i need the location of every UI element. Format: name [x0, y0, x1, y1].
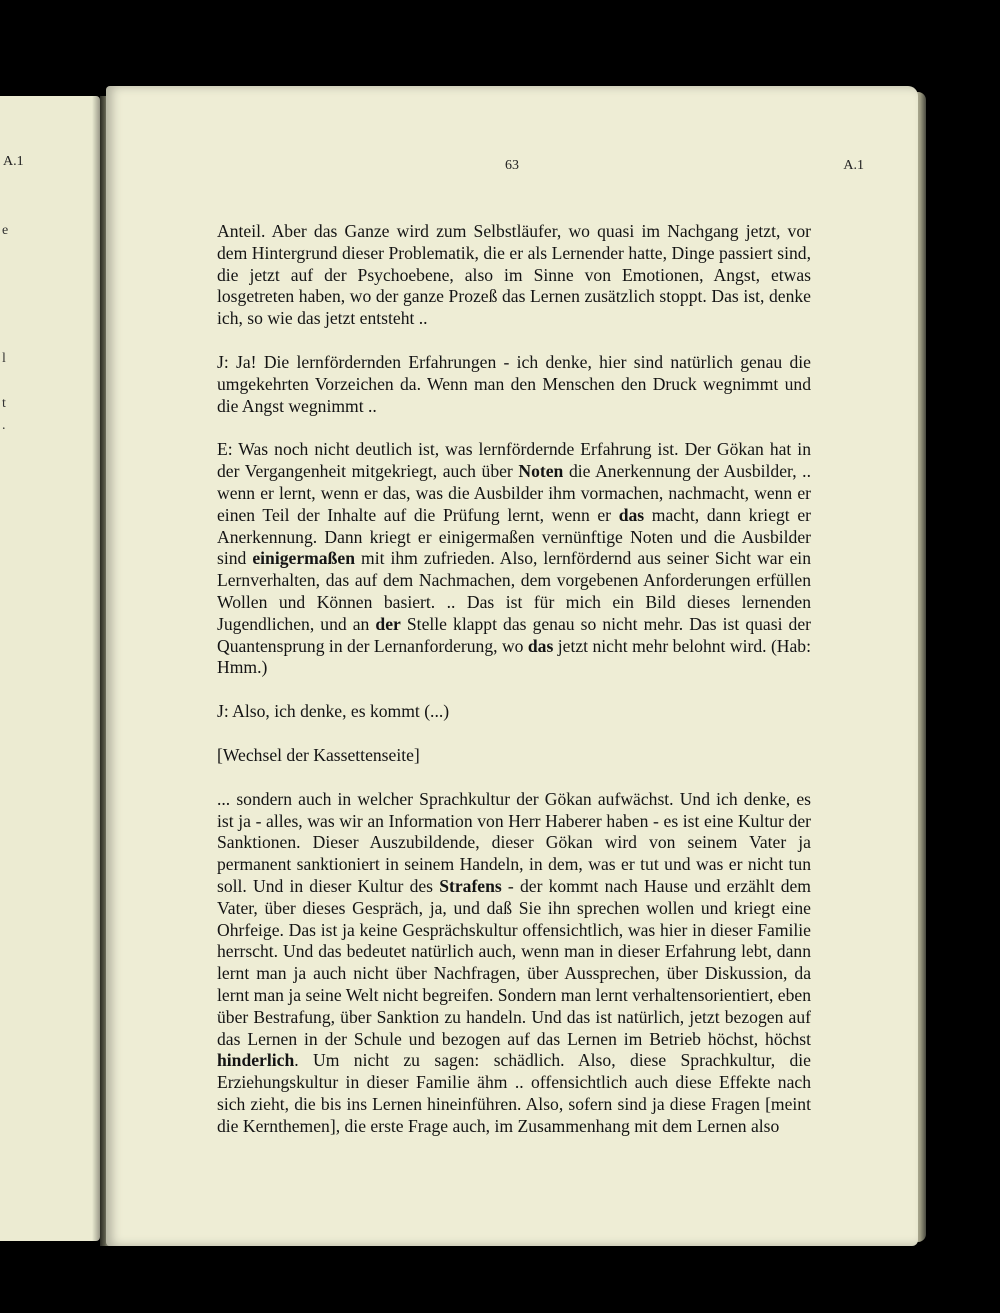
emphasis-text: das [618, 504, 645, 525]
left-page [0, 96, 100, 1241]
paragraph-text: - der kommt nach Hause und erzählt dem Vater, über dieses Gespräch, ja, und daß Sie ihn sprechen wollen und kriegt eine Ohrfeige. Das ist ja keine Gesprächskultur offensichtlich, was hier in dieser Familie herrscht. Und das bedeutet natürlich auch, wenn man in dieser Erfahrung lebt, dann lernt man ja auch nicht über Nachfragen, über Aussprechen, über Diskussion, da lernt man ja seine Welt nicht begreifen. Sondern man lernt verhaltensorientiert, eben über Bestrafung, über Sanktion zu handeln. Und das ist natürlich, jetzt bezogen auf das Lernen in der Schule und bezogen auf das Lernen im Betrieb höchst, höchst [217, 875, 811, 1049]
paragraph-text: mit ihm zufrieden. Also, lernfördernd aus seiner Sicht war ein Lernverhalten, das auf dem Nachmachen, dem vorgebenen Anforderungen erfüllen Wollen und Können basiert. .. Das ist für mich ein Bild dieses lernenden Jugendlichen, und an [217, 548, 811, 634]
left-page-shadow [92, 96, 100, 1241]
paragraph-text: [Wechsel der Kassettenseite] [217, 744, 420, 765]
section-label: A.1 [843, 158, 864, 173]
left-page-fragment: . [2, 418, 6, 433]
emphasis-text: hinderlich [217, 1050, 295, 1071]
paragraph-p4 [217, 701, 811, 723]
emphasis-text: Noten [518, 461, 564, 482]
paragraph-text: J: Ja! Die lernfördernden Erfahrungen - ich denke, hier sind natürlich genau die umgekehrten Vorzeichen da. Wenn man den Menschen den Druck wegnimmt und die Angst wegnimmt .. [217, 351, 811, 416]
paragraph-text: E: Was noch nicht deutlich ist, was lernfördernde Erfahrung ist. Der Gökan hat in der Vergangenheit mitgekriegt, auch über [217, 439, 811, 482]
emphasis-text: der [375, 613, 401, 634]
emphasis-text: das [527, 635, 554, 656]
paragraph-text: Stelle klappt das genau so nicht mehr. Das ist quasi der Quantensprung in der Lernanforderung, wo [217, 613, 812, 656]
left-page-fragment: t [2, 396, 6, 411]
page-number: 63 [505, 158, 519, 173]
paragraph-text: jetzt nicht mehr belohnt wird. (Hab: Hmm.) [217, 635, 811, 678]
emphasis-text: Strafens [439, 875, 502, 896]
paragraph-text: macht, dann kriegt er Anerkennung. Dann kriegt er einigermaßen vernünftige Noten und die Ausbilder sind [217, 504, 812, 569]
left-page-fragment: e [2, 223, 9, 238]
paragraph-p6 [217, 789, 811, 1138]
right-page [106, 86, 918, 1246]
left-running-head: A.1 [3, 154, 24, 169]
emphasis-text: einigermaßen [252, 548, 355, 569]
paragraph-text: J: Also, ich denke, es kommt (...) [217, 701, 450, 722]
paragraph-p1 [217, 221, 811, 330]
left-page-fragment: l [2, 351, 6, 366]
paragraph-p3 [217, 439, 811, 679]
paragraph-text: Anteil. Aber das Ganze wird zum Selbstläufer, wo quasi im Nachgang jetzt, vor dem Hintergrund dieser Problematik, die er als Lernender hatte, Dinge passiert sind, die jetzt auf der Psychoebene, also im Sinne von Emotionen, Angst, etwas losgetreten haben, wo der ganze Prozeß das Lernen zusätzlich stoppt. Das ist, denke ich, so wie das jetzt entsteht .. [217, 221, 811, 329]
paragraph-text: die Anerkennung der Ausbilder, .. wenn er lernt, wenn er das, was die Ausbilder ihm vormachen, nachmacht, wenn er einen Teil der Inhalte auf die Prüfung lernt, wenn er [217, 461, 811, 525]
paragraph-p5 [217, 745, 811, 767]
paragraph-text: . Um nicht zu sagen: schädlich. Also, diese Sprachkultur, die Erziehungskultur in dieser Familie ähm .. offensichtlich auch diese Effekte nach sich zieht, die bis ins Lernen hineinführen. Also, sofern sind ja diese Fragen [meint die Kernthemen], die erste Frage auch, im Zusammenhang mit dem Lernen also [217, 1050, 811, 1136]
paragraph-p2 [217, 352, 811, 417]
body-text [217, 221, 811, 1159]
paragraph-text: ... sondern auch in welcher Sprachkultur der Gökan aufwächst. Und ich denke, es ist ja - alles, was wir an Information von Herr Haberer haben - es ist eine Kultur der Sanktionen. Dieser Auszubildende, dieser Gökan wird von seinem Vater ja permanent sanktioniert in seinem Handeln, in dem, was er tut und was er nicht tun soll. Und in dieser Kultur des [217, 788, 811, 896]
